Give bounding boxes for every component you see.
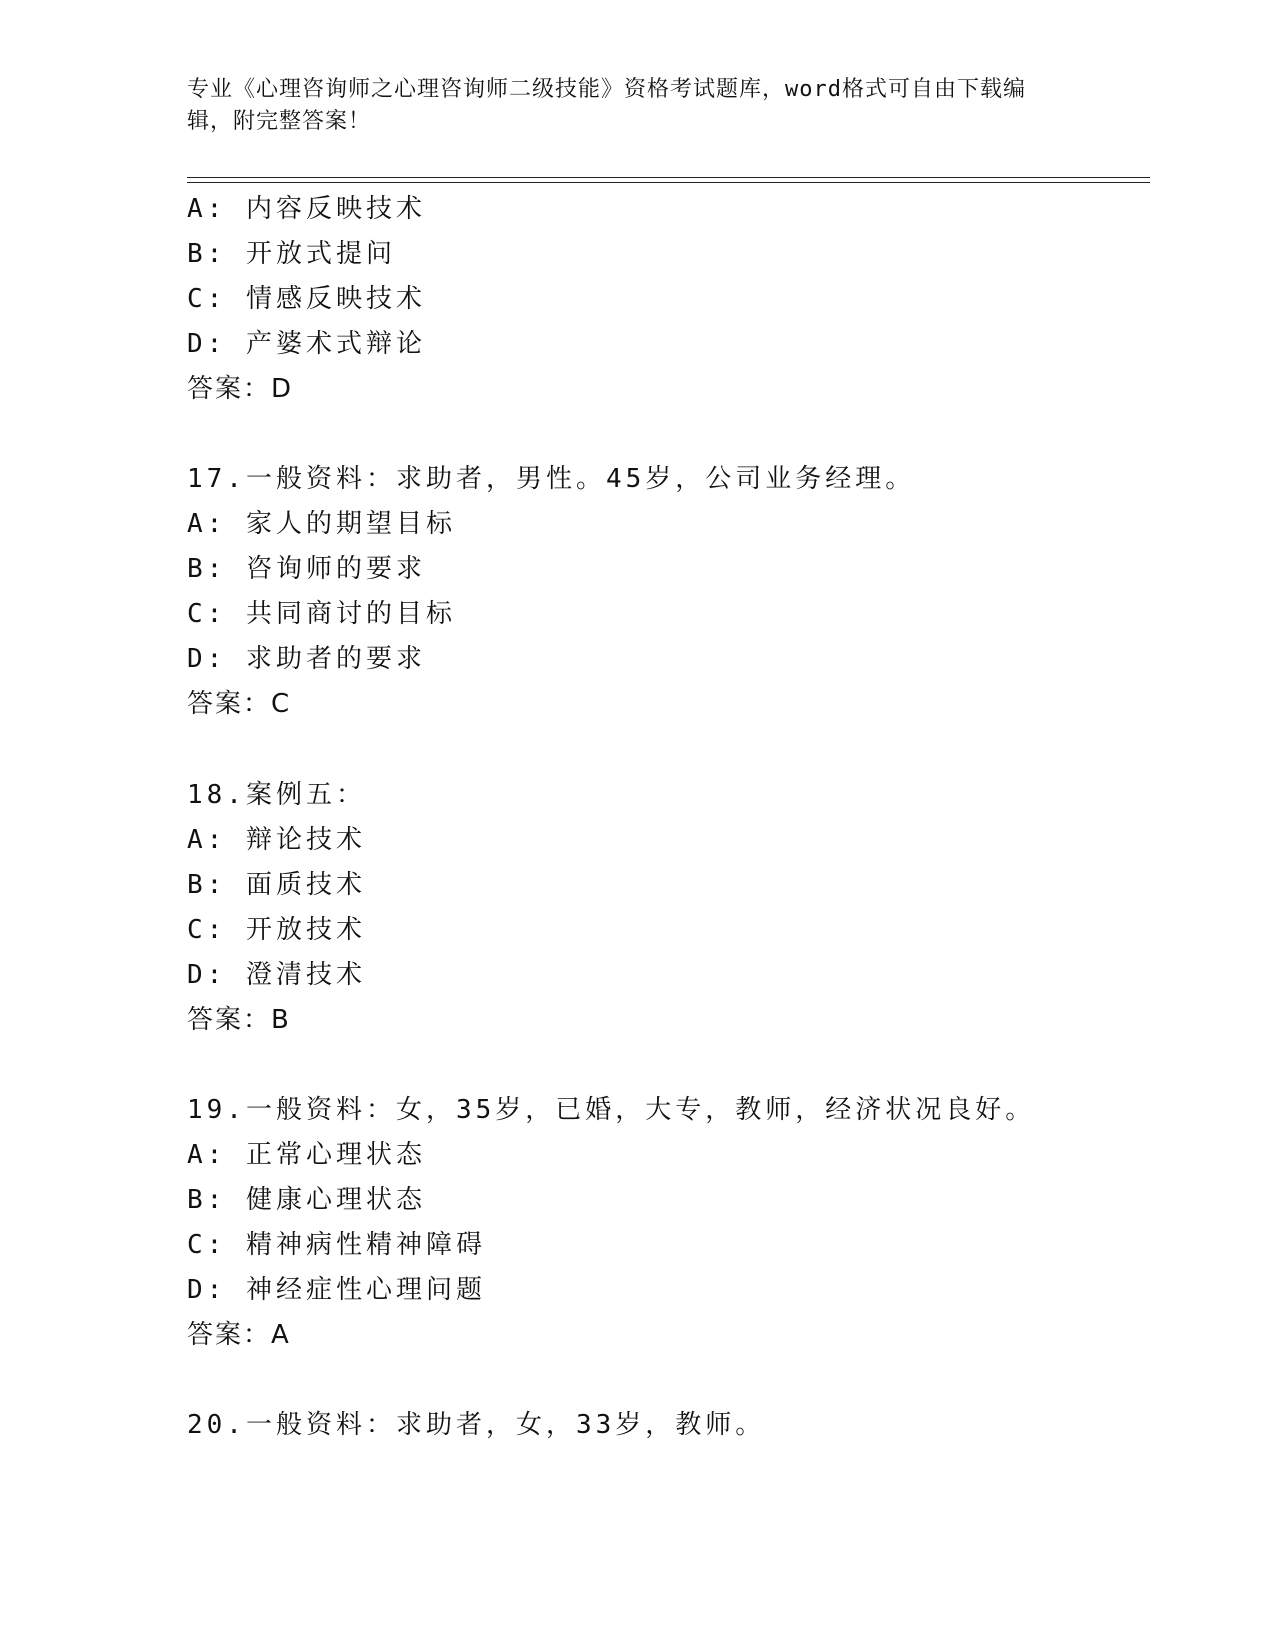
q18-stem: 18.案例五： — [187, 780, 366, 810]
q17-option-b: B: 咨询师的要求 — [187, 554, 426, 584]
q17-option-c: C: 共同商讨的目标 — [187, 599, 456, 629]
q16-option-a: A: 内容反映技术 — [187, 194, 426, 224]
q20-stem: 20.一般资料：求助者，女，33岁，教师。 — [187, 1410, 766, 1440]
q18-option-d: D: 澄清技术 — [187, 960, 366, 990]
q17-option-a: A: 家人的期望目标 — [187, 509, 456, 539]
header-divider-top — [187, 177, 1150, 178]
document-header: 专业《心理咨询师之心理咨询师二级技能》资格考试题库，word格式可自由下载编辑，附完整答案！ — [187, 77, 1026, 134]
q18-option-c: C: 开放技术 — [187, 915, 366, 945]
q19-option-a: A: 正常心理状态 — [187, 1140, 426, 1170]
q18-option-b: B: 面质技术 — [187, 870, 366, 900]
q16-option-d: D: 产婆术式辩论 — [187, 329, 426, 359]
q19-option-c: C: 精神病性精神障碍 — [187, 1230, 486, 1260]
q17-option-d: D: 求助者的要求 — [187, 644, 426, 674]
q19-stem: 19.一般资料：女，35岁，已婚，大专，教师，经济状况良好。 — [187, 1095, 1036, 1125]
q17-stem: 17.一般资料：求助者，男性。45岁，公司业务经理。 — [187, 464, 916, 494]
q18-answer: 答案：B — [187, 1005, 291, 1035]
q16-option-c: C: 情感反映技术 — [187, 284, 426, 314]
q19-answer: 答案：A — [187, 1320, 291, 1350]
q19-option-d: D: 神经症性心理问题 — [187, 1275, 486, 1305]
q18-option-a: A: 辩论技术 — [187, 825, 366, 855]
q17-answer: 答案：C — [187, 689, 292, 719]
q16-option-b: B: 开放式提问 — [187, 239, 396, 269]
q19-option-b: B: 健康心理状态 — [187, 1185, 426, 1215]
header-divider-bottom — [187, 182, 1150, 183]
q16-answer: 答案：D — [187, 374, 294, 404]
